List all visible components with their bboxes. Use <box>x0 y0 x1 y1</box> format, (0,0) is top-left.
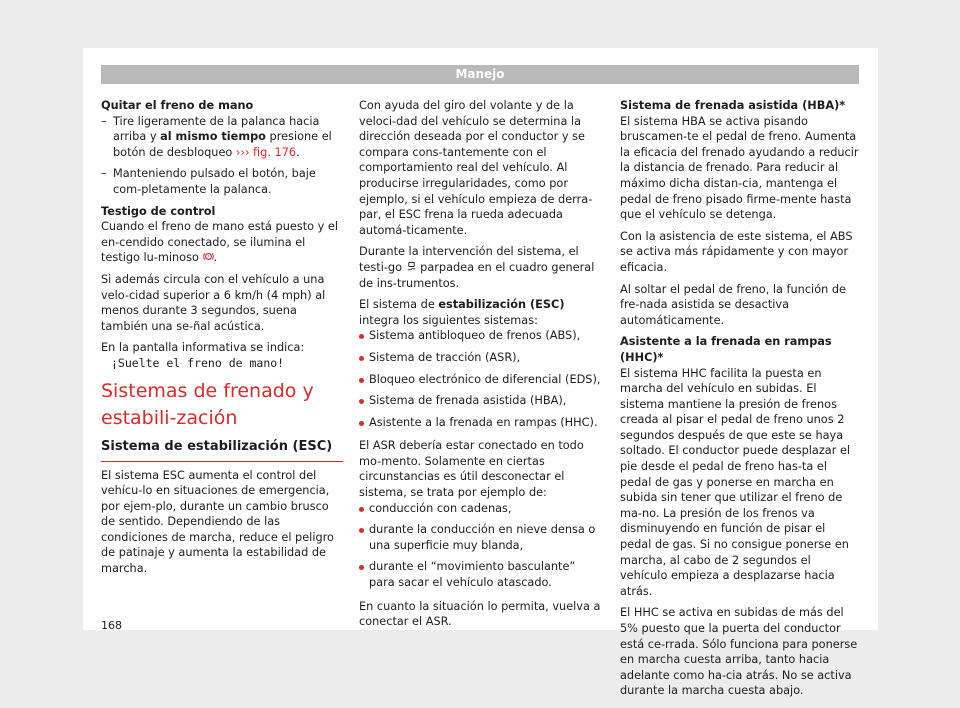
paragraph-esc-intro: El sistema ESC aumenta el control del vehícu-lo en situaciones de emergencia, por ejem-plo, durante un cambio brusco de sentido. Dependiendo de las condiciones de marcha, reduce el peligro de patinaje y aumenta la estabilidad de marcha. <box>101 468 334 576</box>
paragraph-hhc-activation: El HHC se activa en subidas de más del 5% puesto que la puerta del conductor está ce-rrada. Sólo funciona para ponerse en marcha cuesta arriba, tanto hacia adelante como ha-cia atrás. No se activa durante la marcha cuesta abajo. <box>620 606 858 698</box>
step-1: – Tire ligeramente de la palanca hacia arriba y al mismo tiempo presione el botón de desbloqueo ››› fig. 176. <box>101 114 343 161</box>
page-number: 168 <box>101 619 122 632</box>
page-header: Manejo <box>101 65 859 84</box>
list-item: Sistema de frenada asistida (HBA), <box>359 393 602 409</box>
section-title: Sistemas de frenado y estabili-zación <box>101 379 314 429</box>
display-message: ¡Suelte el freno de mano! <box>111 355 285 370</box>
esc-skid-icon <box>406 261 417 272</box>
paragraph-asr: El ASR debería estar conectado en todo mo-mento. Solamente en ciertas circunstancias es útil desconectar el sistema, se trata por ejemplo de: <box>359 439 584 500</box>
figure-reference-link[interactable]: ››› fig. 176 <box>235 145 297 159</box>
paragraph-display: En la pantalla informativa se indica: <box>101 341 305 355</box>
step-2: – Manteniendo pulsado el botón, baje com-pletamente la palanca. <box>101 166 343 197</box>
paragraph-esc-function: Con ayuda del giro del volante y de la veloci-dad del vehículo se determina la dirección deseada por el conductor y se compara cons-tantemente con el comportamiento real del vehículo. Al producirse irregularidades, como por ejemplo, si el vehículo empieza de derra-par, el ESC frena la rueda adecuada automá-ticamente. <box>359 99 593 237</box>
list-item: durante el “movimiento basculante” para sacar el vehículo atascado. <box>359 559 602 590</box>
list-item: Sistema antibloqueo de frenos (ABS), <box>359 328 602 344</box>
heading-hhc: Asistente a la frenada en rampas (HHC)* <box>620 335 832 364</box>
list-item: conducción con cadenas, <box>359 501 602 517</box>
list-item: Sistema de tracción (ASR), <box>359 350 602 366</box>
paragraph-hba: El sistema HBA se activa pisando bruscamen-te el pedal de freno. Aumenta la eficacia del frenado ayudando a reducir la distancia de frenado. Para reducir al máximo dicha distan-cia, mantenga el pedal de freno pisado firme-mente hasta que el vehículo se detenga. <box>620 114 859 222</box>
paragraph-acoustic-signal: Si además circula con el vehículo a una velo-cidad superior a 6 km/h (4 mph) al menos durante 3 segundos, suena también una se-ñal acústica. <box>101 272 326 333</box>
paragraph-hba-abs: Con la asistencia de este sistema, el ABS se activa más rápidamente y con mayor eficacia. <box>620 229 853 274</box>
subsection-title: Sistema de estabilización (ESC) <box>101 438 343 462</box>
column-left <box>101 98 343 583</box>
brake-warning-icon <box>203 251 214 262</box>
paragraph-hba-release: Al soltar el pedal de freno, la función de fre-nada asistida se desactiva automáticamente. <box>620 282 846 327</box>
list-item: Bloqueo electrónico de diferencial (EDS), <box>359 372 602 388</box>
column-middle <box>359 98 602 636</box>
heading-hba: Sistema de frenada asistida (HBA)* <box>620 99 846 112</box>
list-item: Asistente a la frenada en rampas (HHC). <box>359 415 602 431</box>
paragraph-hhc: El sistema HHC facilita la puesta en marcha del vehículo en subidas. El sistema mantiene la presión de frenos creada al pisar el pedal de freno unos 2 segundos después de que este se haya soltado. El conductor puede desplazar el pie desde el pedal de freno has-ta el pedal de gas y ponerse en marcha en subida sin tener que utilizar el freno de ma-no. La presión de los frenos va disminuyendo en función de pisar el pedal de gas. Si no consigue ponerse en marcha, al cabo de 2 segundos el vehículo empieza a desplazarse hacia atrás. <box>620 366 851 598</box>
paragraph-warning-lamp: Cuando el freno de mano está puesto y el en-cendido conectado, se ilumina el testigo lu-minoso ! . <box>101 220 339 265</box>
paragraph-esc-systems: El sistema de estabilización (ESC) integra los siguientes sistemas: <box>359 298 565 327</box>
column-right <box>620 98 860 705</box>
paragraph-reconnect-asr: En cuanto la situación lo permita, vuelva a conectar el ASR. <box>359 599 601 629</box>
heading-release-parking-brake: Quitar el freno de mano <box>101 99 254 112</box>
heading-warning-lamp: Testigo de control <box>101 204 216 218</box>
list-item: durante la conducción en nieve densa o una superficie muy blanda, <box>359 522 602 553</box>
paragraph-esc-lamp: Durante la intervención del sistema, el testi-go parpadea en el cuadro general de ins-trumentos. <box>359 245 595 290</box>
svg-text:!: ! <box>207 255 209 261</box>
